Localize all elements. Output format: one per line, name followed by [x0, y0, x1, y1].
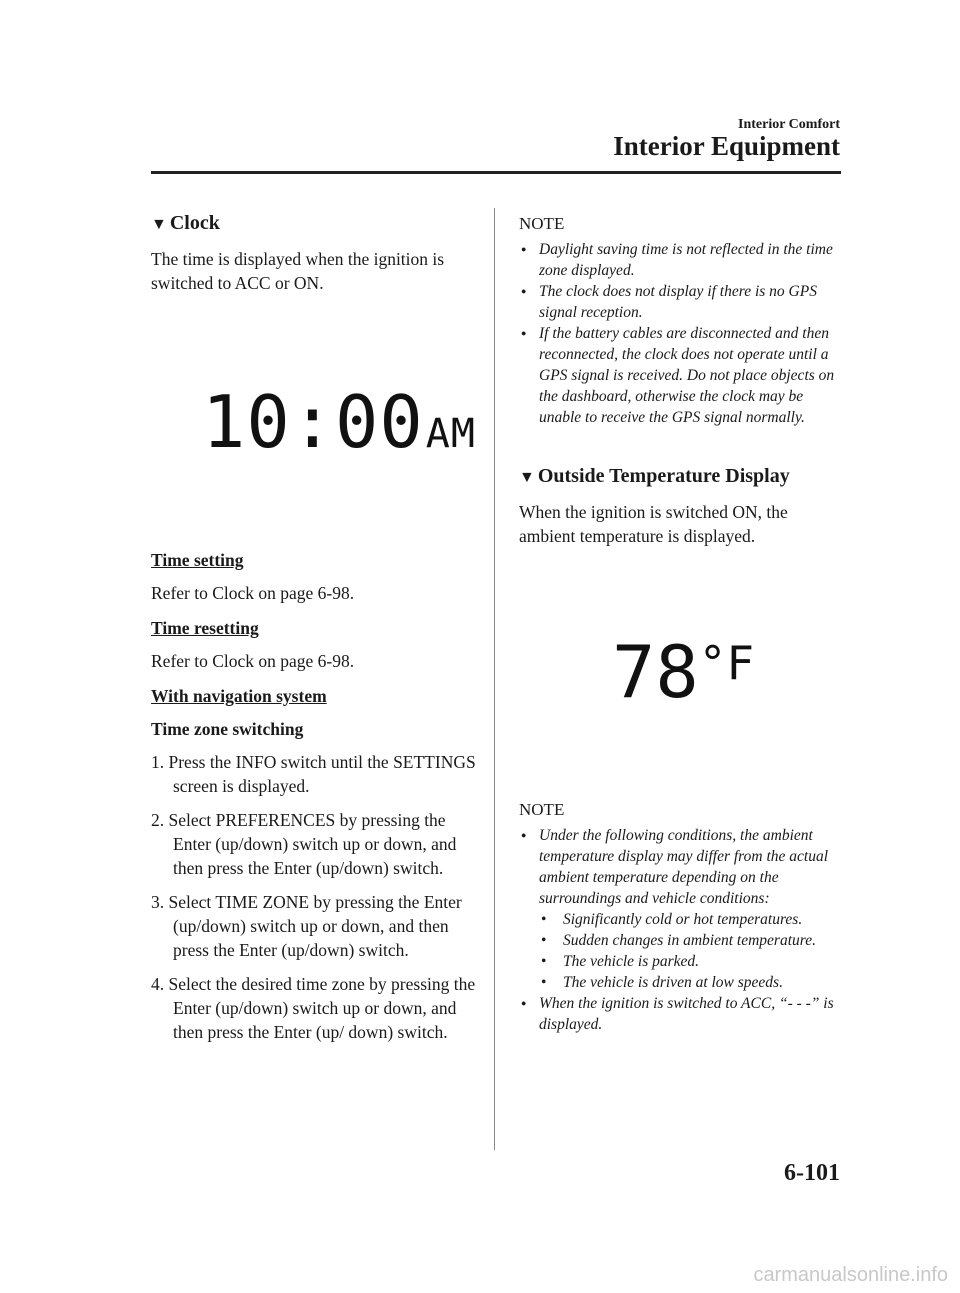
note-title: NOTE — [519, 800, 565, 819]
note-sub-item: • Significantly cold or hot temperatures. — [539, 909, 844, 930]
clock-display — [202, 380, 476, 464]
clock-heading-text: Clock — [169, 212, 220, 234]
clock-intro: The time is displayed when the ignition is switched to ACC or ON. — [151, 249, 445, 293]
note-block-1 — [519, 212, 844, 428]
temperature-unit: °F — [698, 636, 755, 690]
note-list — [519, 239, 844, 428]
column-divider — [494, 208, 495, 1150]
step-text: Select TIME ZONE by pressing the Enter (up/down) switch up or down, and then press the Enter (up/down) switch. — [168, 892, 462, 960]
step-item — [151, 750, 481, 798]
step-text: Select PREFERENCES by pressing the Enter (up/down) switch up or down, and then press the Enter (up/down) switch. — [168, 810, 457, 878]
header-section: Interior Comfort — [738, 117, 840, 132]
page-number: 6-101 — [784, 1160, 840, 1186]
step-number: 2. — [151, 810, 165, 830]
step-item — [151, 808, 481, 880]
down-triangle-icon: ▼ — [519, 469, 535, 486]
step-item — [151, 972, 481, 1044]
clock-settings — [151, 548, 481, 1044]
outside-temp-heading — [519, 463, 844, 491]
temperature-display — [612, 630, 754, 714]
note-sub-item: • The vehicle is parked. — [539, 951, 844, 972]
time-setting-heading: Time setting — [151, 550, 244, 570]
clock-section — [151, 210, 481, 295]
time-resetting-text: Refer to Clock on page 6-98. — [151, 651, 355, 671]
clock-display-ampm: AM — [425, 411, 476, 457]
clock-heading — [151, 210, 481, 238]
tz-steps — [151, 750, 481, 1044]
step-number: 3. — [151, 892, 165, 912]
note-item: ● When the ignition is switched to ACC, “- - -” is displayed. — [519, 993, 844, 1035]
header-divider — [151, 171, 841, 174]
note-item: ● Daylight saving time is not reflected in the time zone displayed. — [519, 239, 844, 281]
nav-heading: With navigation system — [151, 686, 327, 706]
watermark: carmanualsonline.info — [753, 1264, 948, 1286]
outside-temp-intro: When the ignition is switched ON, the ambient temperature is displayed. — [519, 502, 788, 546]
step-number: 1. — [151, 752, 165, 772]
note-sub-list — [539, 909, 844, 993]
note-item — [519, 825, 844, 993]
clock-display-time: 10:00 — [202, 380, 424, 464]
step-text: Press the INFO switch until the SETTINGS screen is displayed. — [168, 752, 476, 796]
time-resetting-heading: Time resetting — [151, 618, 259, 638]
note-list — [519, 825, 844, 1035]
down-triangle-icon: ▼ — [151, 216, 167, 233]
step-item — [151, 890, 481, 962]
tz-heading: Time zone switching — [151, 719, 304, 739]
note-item: ● The clock does not display if there is no GPS signal reception. — [519, 281, 844, 323]
note-item-text: Under the following conditions, the ambient temperature display may differ from the actual ambient temperature depending on the surroundings and vehicle conditions: — [539, 827, 828, 907]
step-text: Select the desired time zone by pressing the Enter (up/down) switch up or down, and then press the Enter (up/ down) switch. — [168, 974, 476, 1042]
step-number: 4. — [151, 974, 165, 994]
note-sub-item: • The vehicle is driven at low speeds. — [539, 972, 844, 993]
note-title: NOTE — [519, 214, 565, 233]
note-block-2 — [519, 798, 844, 1035]
note-item: ● If the battery cables are disconnected and then reconnected, the clock does not operate until a GPS signal is received. Do not place objects on the dashboard, otherwise the clock may be unable to receive the GPS signal normally. — [519, 323, 844, 428]
note-sub-item: • Sudden changes in ambient temperature. — [539, 930, 844, 951]
outside-temp-section — [519, 463, 844, 548]
temperature-value: 78 — [612, 630, 699, 714]
outside-temp-heading-text: Outside Temperature Display — [537, 465, 790, 487]
time-setting-text: Refer to Clock on page 6-98. — [151, 583, 355, 603]
page-title: Interior Equipment — [613, 131, 840, 161]
